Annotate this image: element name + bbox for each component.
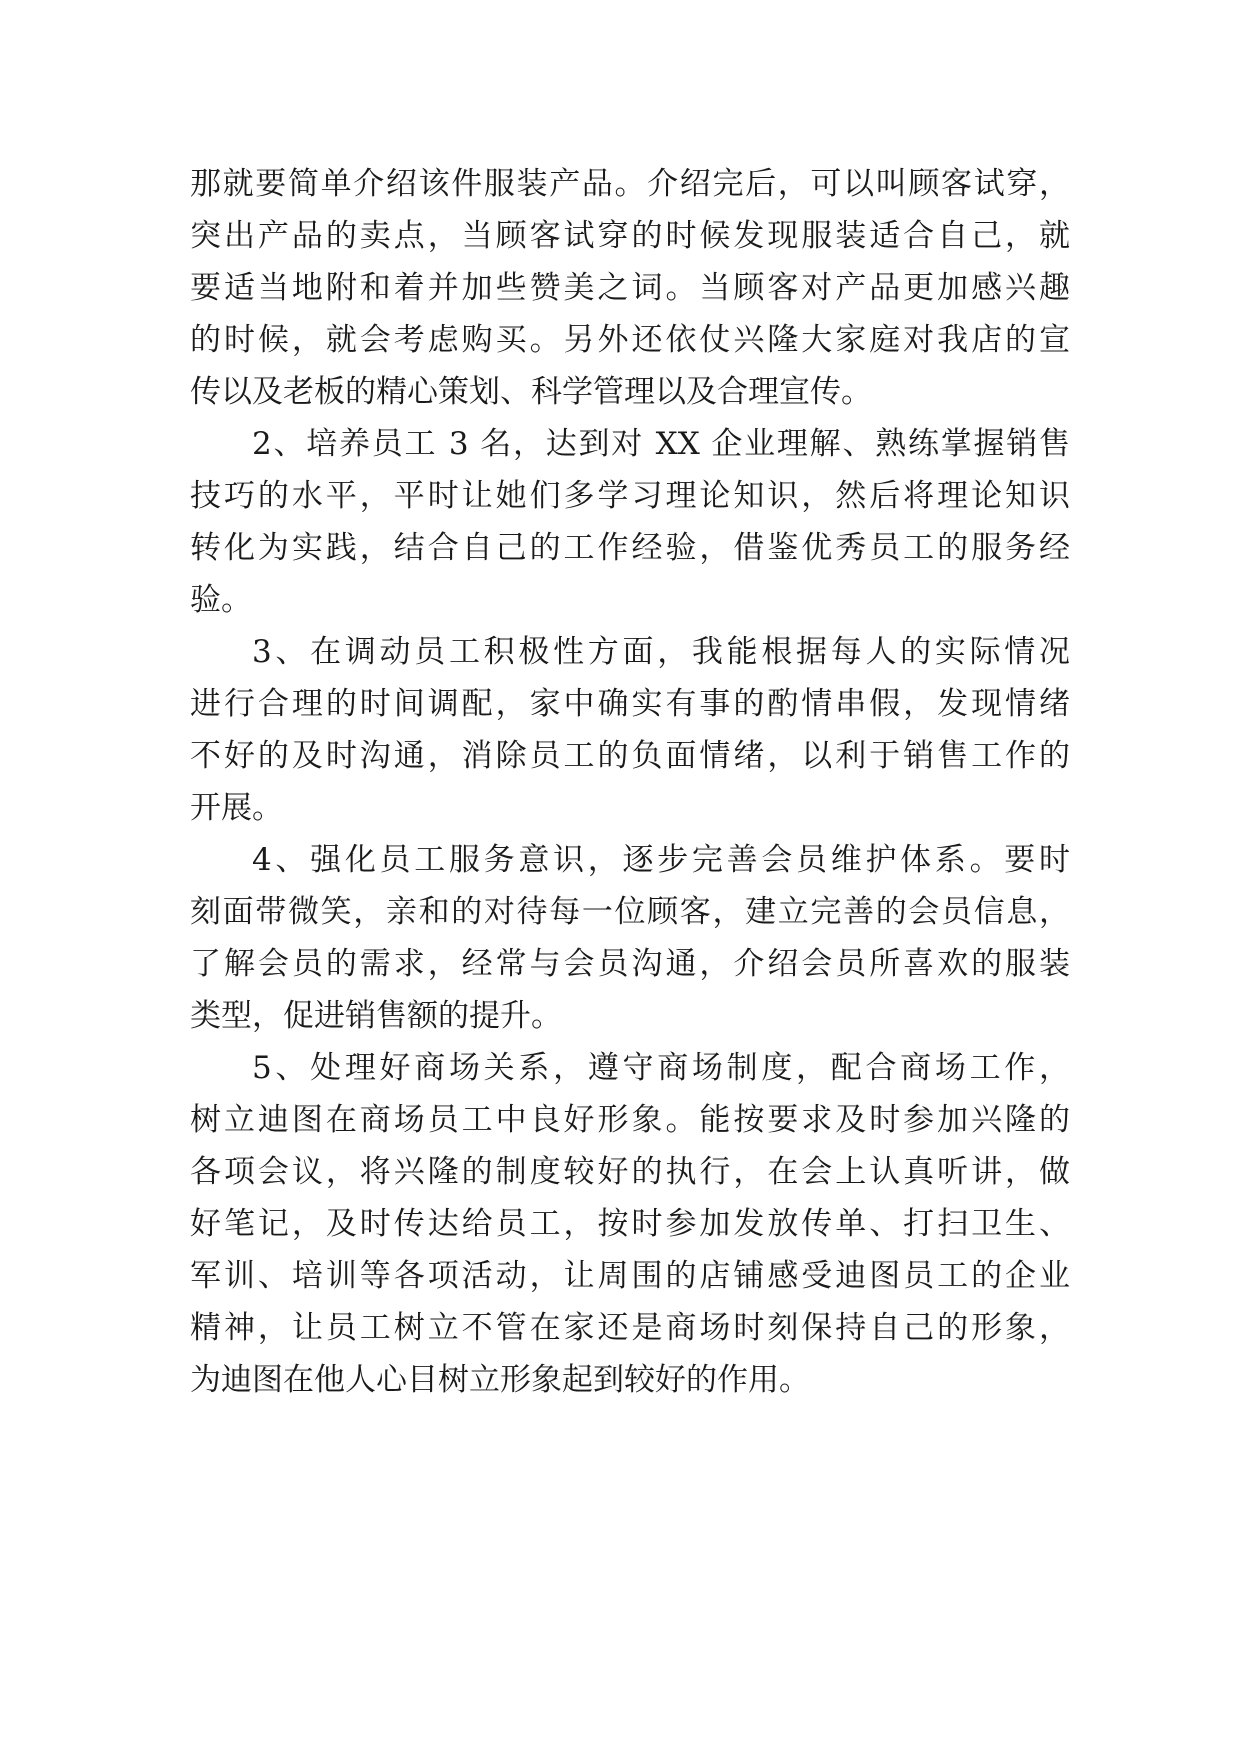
text-line: 类型，促进销售额的提升。: [190, 998, 562, 1034]
text-line: 3、在调动员工积极性方面，我能根据每人的实际情况: [252, 634, 1070, 670]
text-line: 技巧的水平，平时让她们多学习理论知识，然后将理论知识: [190, 478, 1070, 514]
text-line: 树立迪图在商场员工中良好形象。能按要求及时参加兴隆的: [190, 1102, 1070, 1138]
paragraph-1: [190, 158, 1070, 418]
text-line: 那就要简单介绍该件服装产品。介绍完后，可以叫顾客试穿，: [190, 166, 1070, 202]
text-line: 各项会议，将兴隆的制度较好的执行，在会上认真听讲，做: [190, 1154, 1070, 1190]
text-line: 为迪图在他人心目树立形象起到较好的作用。: [190, 1362, 810, 1398]
text-line: 了解会员的需求，经常与会员沟通，介绍会员所喜欢的服装: [190, 946, 1070, 982]
text-line: 转化为实践，结合自己的工作经验，借鉴优秀员工的服务经: [190, 530, 1070, 566]
text-line: 验。: [190, 582, 252, 618]
text-line: 要适当地附和着并加些赞美之词。当顾客对产品更加感兴趣: [190, 270, 1070, 306]
text-line: 4、强化员工服务意识，逐步完善会员维护体系。要时: [252, 842, 1070, 878]
document-body: [190, 158, 1070, 1406]
paragraph-2: [190, 418, 1070, 626]
text-line: 军训、培训等各项活动，让周围的店铺感受迪图员工的企业: [190, 1258, 1070, 1294]
text-line: 的时候，就会考虑购买。另外还依仗兴隆大家庭对我店的宣: [190, 322, 1070, 358]
text-line: 突出产品的卖点，当顾客试穿的时候发现服装适合自己，就: [190, 218, 1070, 254]
text-line: 传以及老板的精心策划、科学管理以及合理宣传。: [190, 374, 872, 410]
paragraph-5: [190, 1042, 1070, 1406]
text-line: 好笔记，及时传达给员工，按时参加发放传单、打扫卫生、: [190, 1206, 1070, 1242]
paragraph-3: [190, 626, 1070, 834]
text-line: 2、培养员工 3 名，达到对 XX 企业理解、熟练掌握销售: [252, 426, 1070, 462]
text-line: 精神，让员工树立不管在家还是商场时刻保持自己的形象，: [190, 1310, 1070, 1346]
text-line: 刻面带微笑，亲和的对待每一位顾客，建立完善的会员信息，: [190, 894, 1070, 930]
text-line: 不好的及时沟通，消除员工的负面情绪，以利于销售工作的: [190, 738, 1070, 774]
text-line: 进行合理的时间调配，家中确实有事的酌情串假，发现情绪: [190, 686, 1070, 722]
paragraph-4: [190, 834, 1070, 1042]
text-line: 开展。: [190, 790, 283, 826]
text-line: 5、处理好商场关系，遵守商场制度，配合商场工作，: [252, 1050, 1070, 1086]
